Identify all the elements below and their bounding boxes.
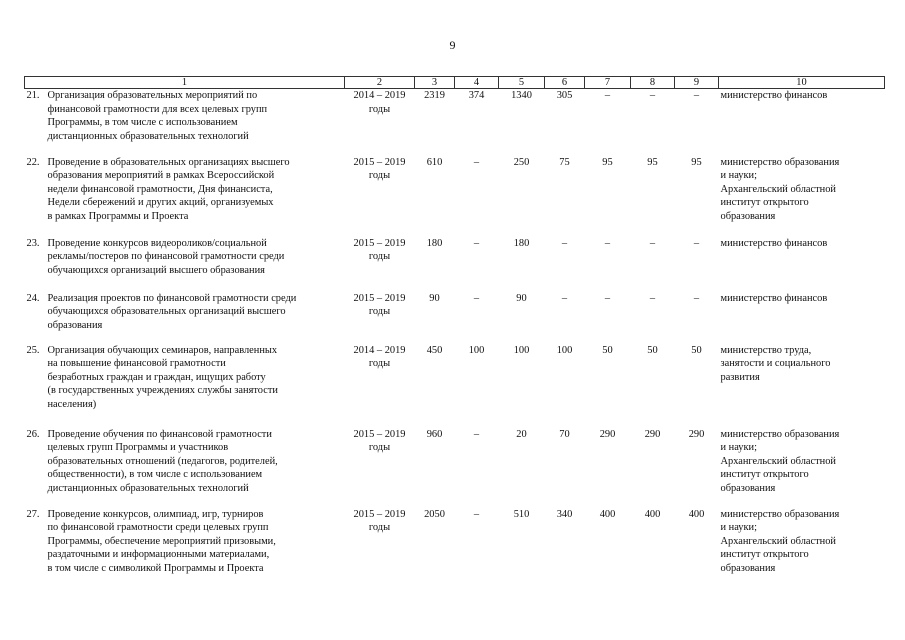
activity-text: Реализация проектов по финансовой грамотности среди обучающихся образовательных организаций высшего образования xyxy=(47,292,297,331)
responsible-party-cell: министерство образования и науки; Архангельский областной институт открытого образования xyxy=(720,508,840,574)
funding-value-cell: 2319 xyxy=(424,90,445,101)
row-number: 23. xyxy=(26,237,40,249)
funding-value-cell: 180 xyxy=(426,237,443,249)
column-header: 4 xyxy=(455,77,499,89)
funding-value-cell: 1340 xyxy=(511,90,532,101)
funding-value-cell: – xyxy=(604,237,611,249)
activity-description-cell xyxy=(25,292,345,344)
funding-value-cell: – xyxy=(604,90,611,101)
funding-value-cell: 90 xyxy=(429,292,440,304)
column-header: 10 xyxy=(719,77,885,89)
funding-value-cell: 2050 xyxy=(424,508,445,520)
table-row xyxy=(25,237,885,292)
funding-value-cell: 100 xyxy=(468,344,485,356)
funding-value-cell: 290 xyxy=(644,428,661,440)
funding-value-cell: – xyxy=(649,237,656,249)
activity-text: Проведение в образовательных организациях высшего образования мероприятий в рамках Всероссийской недели финансовой грамотности, Дня финансиста, Недели сбережений и других акций, организуемых в рамках Программы и Проекта xyxy=(47,156,290,222)
funding-value-cell: – xyxy=(473,292,480,304)
period-cell: 2014 – 2019 годы xyxy=(353,90,406,115)
column-header: 1 xyxy=(25,77,345,89)
funding-value-cell: – xyxy=(693,90,700,101)
table-row xyxy=(25,508,885,583)
row-number: 25. xyxy=(26,344,40,356)
responsible-party-cell: министерство финансов xyxy=(720,90,828,101)
responsible-party-cell: министерство образования и науки; Архангельский областной институт открытого образования xyxy=(720,428,840,494)
funding-value-cell: 400 xyxy=(644,508,661,520)
funding-value-cell: – xyxy=(693,237,700,249)
activity-description-cell xyxy=(25,508,345,583)
page-number: 9 xyxy=(449,38,456,52)
activity-text: Проведение конкурсов, олимпиад, игр, турниров по финансовой грамотности среди целевых групп Программы, обеспечение мероприятий призовыми, раздаточными и информационными материалами, в том числе с символикой Программы и Проекта xyxy=(47,508,276,574)
funding-value-cell: 95 xyxy=(602,156,613,168)
funding-value-cell: – xyxy=(473,508,480,520)
table-row xyxy=(25,292,885,344)
funding-value-cell: 340 xyxy=(556,508,573,520)
table-row xyxy=(25,344,885,428)
funding-value-cell: 290 xyxy=(688,428,705,440)
funding-value-cell: 510 xyxy=(513,508,530,520)
funding-value-cell: – xyxy=(561,237,568,249)
row-number: 22. xyxy=(26,156,40,168)
funding-value-cell: – xyxy=(473,156,480,168)
row-number: 24. xyxy=(26,292,40,304)
table-row xyxy=(25,89,885,156)
funding-value-cell: 400 xyxy=(688,508,705,520)
funding-value-cell: 70 xyxy=(559,428,570,440)
row-number: 27. xyxy=(26,508,40,520)
responsible-party-cell: министерство финансов xyxy=(720,292,828,304)
funding-value-cell: 250 xyxy=(513,156,530,168)
column-header: 3 xyxy=(415,77,455,89)
funding-value-cell: 180 xyxy=(513,237,530,249)
period-cell: 2015 – 2019 годы xyxy=(353,237,406,263)
funding-value-cell: – xyxy=(649,292,656,304)
funding-value-cell: 400 xyxy=(599,508,616,520)
period-cell: 2015 – 2019 годы xyxy=(353,156,406,182)
column-number-header-row xyxy=(25,77,885,89)
activity-description-cell xyxy=(25,89,345,156)
activity-description-cell xyxy=(25,237,345,292)
activity-text: Организация образовательных мероприятий по финансовой грамотности для всех целевых групп Программы, в том числе с использованием дистанционных образовательных технологий xyxy=(47,90,268,142)
funding-value-cell: – xyxy=(561,292,568,304)
activity-description-cell xyxy=(25,344,345,428)
activity-text: Проведение конкурсов видеороликов/социальной рекламы/постеров по финансовой грамотности среди обучающихся организаций высшего образования xyxy=(47,237,285,276)
activity-description-cell xyxy=(25,428,345,508)
funding-value-cell: 50 xyxy=(602,344,613,356)
column-header: 6 xyxy=(545,77,585,89)
responsible-party-cell: министерство финансов xyxy=(720,237,828,249)
table-row xyxy=(25,428,885,508)
responsible-party-cell: министерство образования и науки; Архангельский областной институт открытого образования xyxy=(720,156,840,222)
table-row xyxy=(25,156,885,237)
funding-value-cell: – xyxy=(473,428,480,440)
period-cell: 2015 – 2019 годы xyxy=(353,292,406,318)
period-cell: 2015 – 2019 годы xyxy=(353,428,406,454)
funding-value-cell: 100 xyxy=(556,344,573,356)
funding-value-cell: 95 xyxy=(647,156,658,168)
row-number: 26. xyxy=(26,428,40,440)
funding-value-cell: 20 xyxy=(516,428,527,440)
activity-text: Проведение обучения по финансовой грамотности целевых групп Программы и участников образовательных отношений (педагогов, родителей, общественности), в том числе с использованием дистанционных образовательных технологий xyxy=(47,428,278,494)
column-header: 7 xyxy=(585,77,631,89)
funding-value-cell: 95 xyxy=(691,156,702,168)
funding-value-cell: 100 xyxy=(513,344,530,356)
funding-value-cell: – xyxy=(693,292,700,304)
activity-description-cell xyxy=(25,156,345,237)
funding-value-cell: – xyxy=(649,90,656,101)
funding-value-cell: 75 xyxy=(559,156,570,168)
period-cell: 2015 – 2019 годы xyxy=(353,508,406,534)
funding-value-cell: 305 xyxy=(556,90,573,101)
activity-text: Организация обучающих семинаров, направленных на повышение финансовой грамотности безработных граждан и граждан, ищущих работу (в государственных учреждениях службы занятости населения) xyxy=(47,344,278,410)
funding-value-cell: – xyxy=(473,237,480,249)
program-activities-table xyxy=(24,76,885,583)
funding-value-cell: 450 xyxy=(426,344,443,356)
period-cell: 2014 – 2019 годы xyxy=(353,344,406,370)
column-header: 9 xyxy=(675,77,719,89)
funding-value-cell: 610 xyxy=(426,156,443,168)
funding-value-cell: 960 xyxy=(426,428,443,440)
column-header: 8 xyxy=(631,77,675,89)
funding-value-cell: 90 xyxy=(516,292,527,304)
funding-value-cell: 290 xyxy=(599,428,616,440)
funding-value-cell: 50 xyxy=(647,344,658,356)
funding-value-cell: 374 xyxy=(468,90,485,101)
row-number: 21. xyxy=(26,90,40,101)
funding-value-cell: – xyxy=(604,292,611,304)
column-header: 5 xyxy=(499,77,545,89)
responsible-party-cell: министерство труда, занятости и социального развития xyxy=(720,344,831,383)
column-header: 2 xyxy=(345,77,415,89)
funding-value-cell: 50 xyxy=(691,344,702,356)
